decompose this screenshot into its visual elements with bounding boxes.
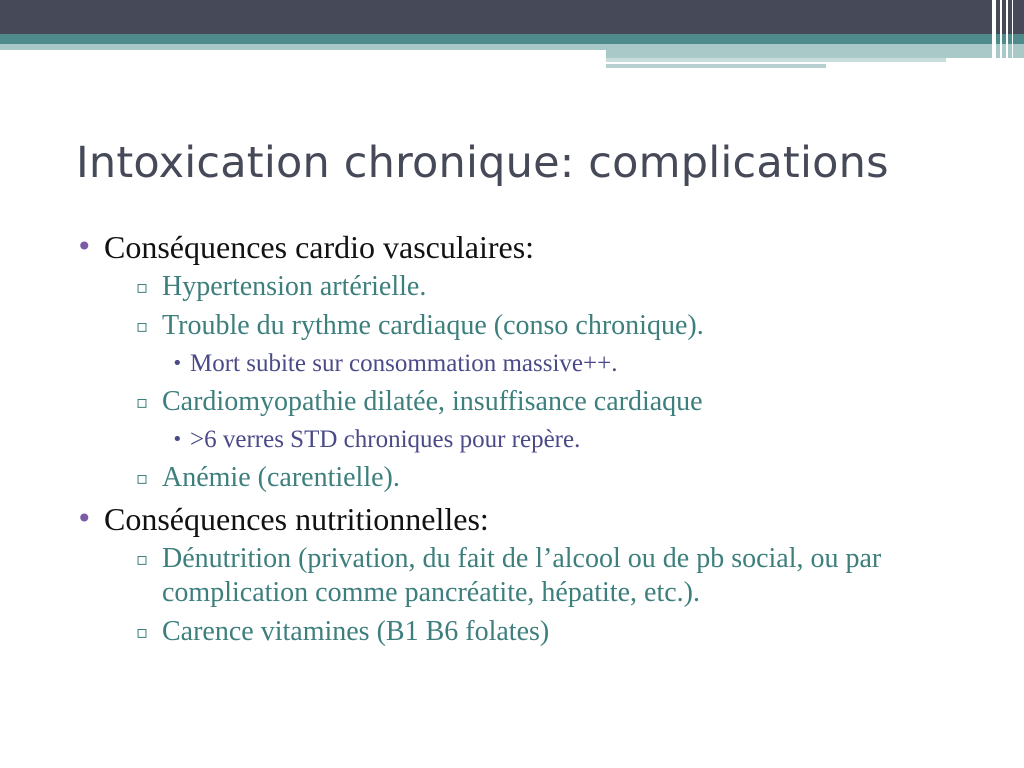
header-band-right	[606, 44, 1024, 58]
section-heading: • Conséquences nutritionnelles:	[76, 501, 489, 537]
list-item: ▫ Dénutrition (privation, du fait de l’alcool ou de pb social, ou par complication comme pancréatite, hépatite, etc.).	[136, 543, 882, 608]
header-band-light	[0, 44, 606, 50]
square-bullet-icon: ▫	[136, 549, 149, 570]
sub-list-item: • >6 verres STD chroniques pour repère.	[172, 426, 581, 453]
header-band-dark	[0, 0, 1024, 34]
square-bullet-icon: ▫	[136, 468, 149, 489]
list-item: ▫ Carence vitamines (B1 B6 folates)	[136, 615, 976, 649]
header-stripe	[606, 58, 946, 62]
slide-title: Intoxication chronique: complications	[76, 138, 889, 188]
sub-list-item: • Mort subite sur consommation massive++.	[172, 350, 618, 377]
list-item: ▫ Trouble du rythme cardiaque (conso chronique).	[136, 309, 976, 343]
header-band-teal	[0, 34, 1024, 44]
header-vertical-line	[1000, 0, 1002, 66]
dot-bullet-icon: •	[172, 353, 183, 374]
header-vertical-line	[1012, 0, 1013, 66]
header-vertical-line	[1006, 0, 1008, 66]
header-vertical-line	[992, 0, 996, 66]
square-bullet-icon: ▫	[136, 277, 149, 298]
list-item: ▫ Anémie (carentielle).	[136, 461, 976, 495]
list-item: ▫ Hypertension artérielle.	[136, 270, 976, 304]
square-bullet-icon: ▫	[136, 622, 149, 643]
slide-content	[76, 228, 976, 654]
list-item: ▫ Cardiomyopathie dilatée, insuffisance cardiaque	[136, 385, 976, 419]
square-bullet-icon: ▫	[136, 316, 149, 337]
dot-bullet-icon: •	[172, 429, 183, 450]
bullet-icon: •	[76, 502, 93, 535]
header-stripe	[606, 64, 826, 68]
bullet-icon: •	[76, 230, 93, 263]
square-bullet-icon: ▫	[136, 392, 149, 413]
section-heading: • Conséquences cardio vasculaires:	[76, 229, 535, 265]
